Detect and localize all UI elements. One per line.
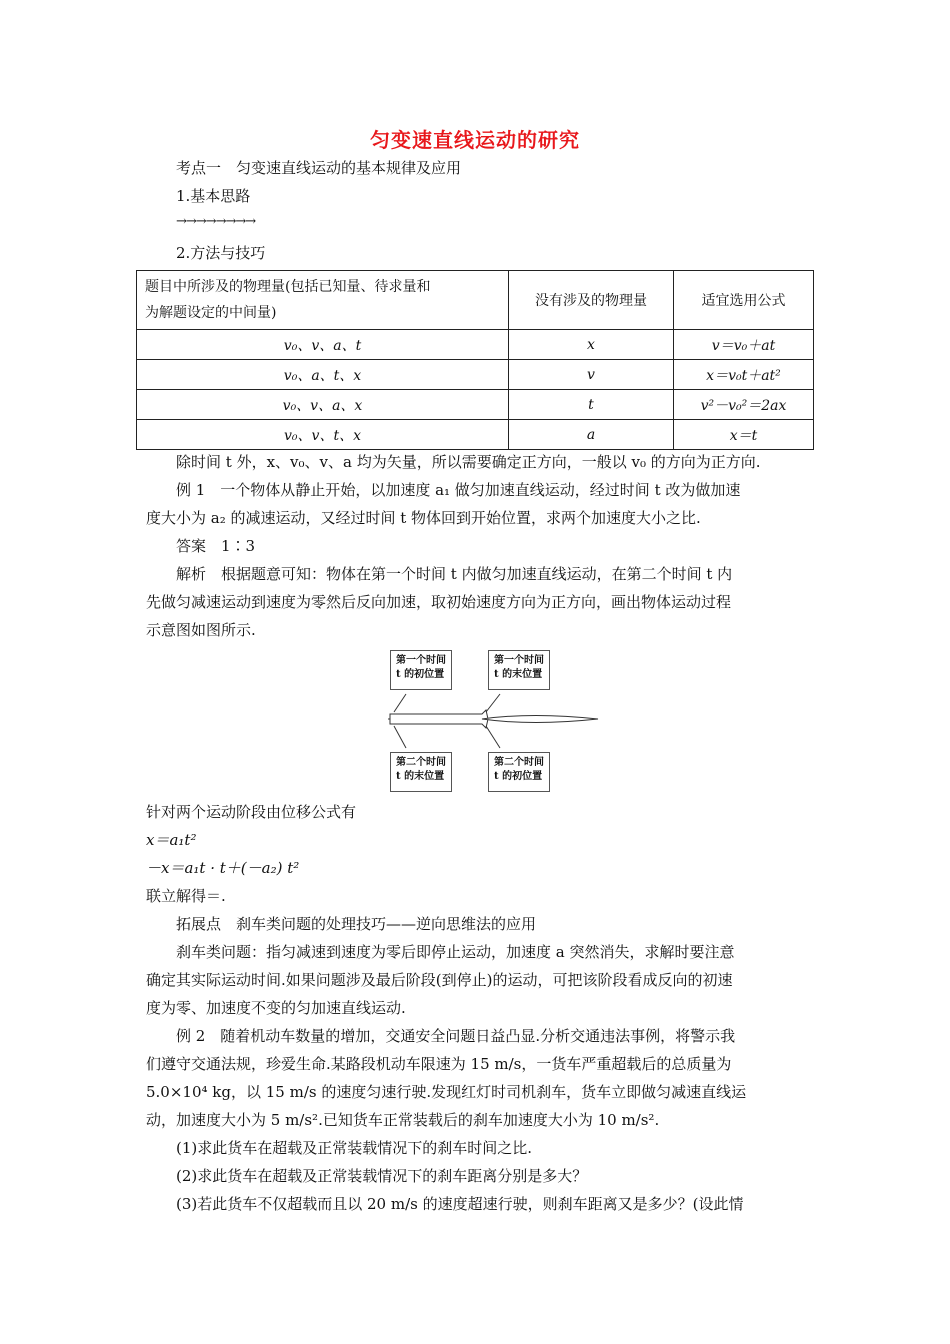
label-text: 第二个时间 [396,757,446,768]
table-cell: a [509,420,674,450]
table-cell: v²－v₀²＝2ax [674,390,814,420]
example1-analysis: 先做匀减速运动到速度为零然后反向加速，取初始速度方向为正方向，画出物体运动过程 [146,593,732,611]
label-box-second-end [390,752,452,792]
table-row [137,420,814,450]
example1-answer: 答案 1∶3 [176,537,256,555]
table-row [137,360,814,390]
example2-text: 动，加速度大小为 5 m/s².已知货车正常装载后的刹车加速度大小为 10 m/s². [146,1111,660,1129]
label-text: 第一个时间 [494,655,544,666]
extension-text: 度为零、加速度不变的匀加速直线运动. [146,999,406,1017]
label-box-first-start [390,650,452,690]
pointer-line [394,726,406,748]
table-cell: x [509,330,674,360]
table-cell: v [509,360,674,390]
formula: －x＝a₁t · t＋(－a₂) t² [146,859,300,877]
formula-result: 联立解得＝. [146,887,226,905]
table-cell: v₀、v、a、x [137,390,509,420]
label-box-first-end [488,650,550,690]
example2-text: 们遵守交通法规，珍爱生命.某路段机动车限速为 15 m/s，一货车严重超载后的总质量为 [146,1055,732,1073]
example1-analysis: 示意图如图所示. [146,621,256,639]
example1-text: 例 1 一个物体从静止开始，以加速度 a₁ 做匀加速直线运动，经过时间 t 改为做加速 [176,481,741,499]
table-cell: v＝v₀＋at [674,330,814,360]
table-header-cell: 适宜选用公式 [674,271,814,330]
label-text: t 的初位置 [494,771,543,782]
table-cell: x＝v₀t＋at² [674,360,814,390]
pointer-line [486,694,500,712]
arrow-chain: →→→→→→→→ [176,214,256,229]
header-line: 题目中所涉及的物理量(包括已知量、待求量和 [145,279,431,295]
label-box-second-start [488,752,550,792]
extension-text: 刹车类问题：指匀减速到速度为零后即停止运动，加速度 a 突然消失，求解时要注意 [176,943,735,961]
example2-question: (2)求此货车在超载及正常装载情况下的刹车距离分别是多大？ [176,1167,588,1185]
table-cell: x＝t [674,420,814,450]
table-row [137,390,814,420]
second-motion-arrow [482,716,598,723]
pointer-line [394,694,406,712]
table-header-cell [137,271,509,330]
table-header-cell: 没有涉及的物理量 [509,271,674,330]
table-cell: t [509,390,674,420]
label-text: t 的末位置 [494,669,543,680]
example1-text: 度大小为 a₂ 的减速运动，又经过时间 t 物体回到开始位置，求两个加速度大小之比. [146,509,701,527]
example2-text: 例 2 随着机动车数量的增加，交通安全问题日益凸显.分析交通违法事例，将警示我 [176,1027,736,1045]
table-cell: v₀、v、t、x [137,420,509,450]
example2-question: (1)求此货车在超载及正常装载情况下的刹车时间之比. [176,1139,533,1157]
pointer-line [486,726,500,748]
example1-analysis: 解析 根据题意可知：物体在第一个时间 t 内做匀加速直线运动，在第二个时间 t 内 [176,565,733,583]
label-text: t 的初位置 [396,669,445,680]
formula: x＝a₁t² [146,831,197,849]
page-title: 匀变速直线运动的研究 [370,128,580,152]
table-cell: v₀、a、t、x [137,360,509,390]
subheading-methods: 2.方法与技巧 [176,244,266,262]
extension-heading: 拓展点 刹车类问题的处理技巧——逆向思维法的应用 [176,915,537,933]
example2-text: 5.0×10⁴ kg，以 15 m/s 的速度匀速行驶.发现红灯时司机刹车，货车立即做匀减速直线运 [146,1083,747,1101]
header-line: 为解题设定的中间量) [145,305,277,321]
label-text: 第二个时间 [494,757,544,768]
label-text: t 的末位置 [396,771,445,782]
table-cell: v₀、v、a、t [137,330,509,360]
label-text: 第一个时间 [396,655,446,666]
table-header-row [137,271,814,330]
motion-diagram [382,646,600,796]
formula-table [136,270,814,450]
example2-question: (3)若此货车不仅超载而且以 20 m/s 的速度超速行驶，则刹车距离又是多少？(设此情 [176,1195,744,1213]
vector-note: 除时间 t 外，x、v₀、v、a 均为矢量，所以需要确定正方向，一般以 v₀ 的方向为正方向. [176,453,761,471]
extension-text: 确定其实际运动时间.如果问题涉及最后阶段(到停止)的运动，可把该阶段看成反向的初速 [146,971,733,989]
first-motion-arrow [390,710,488,728]
table-row [137,330,814,360]
formula-intro: 针对两个运动阶段由位移公式有 [146,803,357,821]
section-heading: 考点一 匀变速直线运动的基本规律及应用 [176,159,462,177]
subheading-basic-idea: 1.基本思路 [176,187,251,205]
